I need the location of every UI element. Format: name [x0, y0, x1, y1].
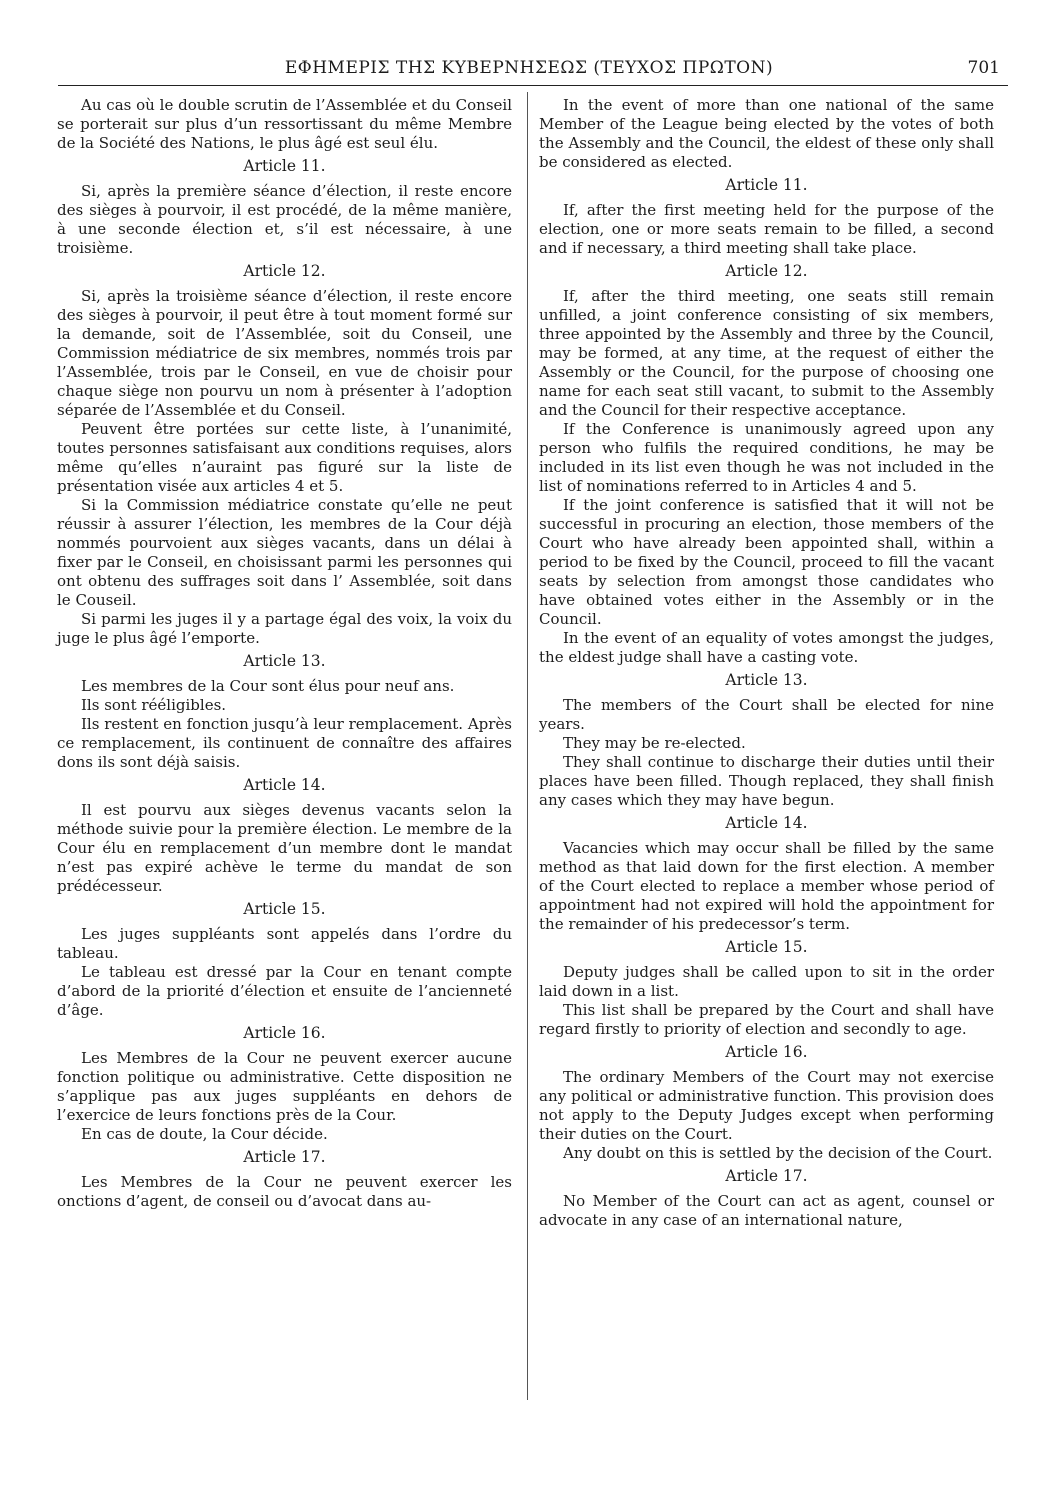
- paragraph: No Member of the Court can act as agent, counsel or advocate in any case of an international nature,: [539, 1192, 994, 1229]
- article-heading-15: Article 15.: [725, 938, 808, 956]
- article-heading-14: Article 14.: [725, 814, 808, 832]
- paragraph: Si, après la première séance d’élection, il reste encore des sièges à pourvoir, il est procédé, de la même manière, à une seconde élection et, s’il est nécessaire, à une troisième.: [57, 182, 512, 257]
- header-rule: [58, 85, 1008, 86]
- paragraph: Les juges suppléants sont appelés dans l’ordre du tableau.: [57, 925, 512, 962]
- paragraph: Deputy judges shall be called upon to sit in the order laid down in a list.: [539, 963, 994, 1000]
- paragraph: In the event of an equality of votes amongst the judges, the eldest judge shall have a casting vote.: [539, 629, 994, 666]
- paragraph: Peuvent être portées sur cette liste, à l’unanimité, toutes personnes satisfaisant aux conditions requises, alors même qu’elles n’auraint pas figuré sur la liste de présentation visée aux articles 4 et 5.: [57, 420, 512, 495]
- article-heading-15: Article 15.: [243, 900, 326, 918]
- paragraph: They may be re-elected.: [563, 734, 746, 752]
- article-heading-16: Article 16.: [725, 1043, 808, 1061]
- paragraph: Le tableau est dressé par la Cour en tenant compte d’abord de la priorité d’élection et ensuite de l’ancienneté d’âge.: [57, 963, 512, 1019]
- paragraph: Les Membres de la Cour ne peuvent exercer les onctions d’agent, de conseil ou d’avocat dans au-: [57, 1173, 512, 1210]
- paragraph: En cas de doute, la Cour décide.: [81, 1125, 328, 1143]
- paragraph: In the event of more than one national of the same Member of the League being elected by the votes of both the Assembly and the Council, the eldest of these only shall be considered as elected.: [539, 96, 994, 171]
- english-column: [539, 96, 994, 1230]
- paragraph: If, after the third meeting, one seats still remain unfilled, a joint conference consisting of six members, three appointed by the Assembly and three by the Council, may be formed, at any time, at the request of either the Assembly or the Council, for the purpose of choosing one name for each seat still vacant, to submit to the Assembly and the Council for their respective acceptance.: [539, 287, 994, 419]
- article-heading-11: Article 11.: [243, 157, 326, 175]
- paragraph: Les Membres de la Cour ne peuvent exercer aucune fonction politique ou administrative. Cette disposition ne s’applique pas aux juges suppléants en dehors de l’exercice de leurs fonctions près de la Cour.: [57, 1049, 512, 1124]
- article-heading-13: Article 13.: [243, 652, 326, 670]
- paragraph: If, after the first meeting held for the purpose of the election, one or more seats remain to be filled, a second and if necessary, a third meeting shall take place.: [539, 201, 994, 257]
- article-heading-17: Article 17.: [243, 1148, 326, 1166]
- paragraph: If the Conference is unanimously agreed upon any person who fulfils the required conditions, he may be included in its list even though he was not included in the list of nominations referred to in Articles 4 and 5.: [539, 420, 994, 495]
- paragraph: Si la Commission médiatrice constate qu’elle ne peut réussir à assurer l’élection, les membres de la Cour déjà nommés pourvoient aux sièges vacants, dans un délai à fixer par le Conseil, en choisissant parmi les personnes qui ont obtenu des suffrages soit dans l’ Assemblée, soit dans le Couseil.: [57, 496, 512, 609]
- article-heading-11: Article 11.: [725, 176, 808, 194]
- page-number: 701: [967, 58, 1000, 78]
- paragraph: Les membres de la Cour sont élus pour neuf ans.: [81, 677, 455, 695]
- paragraph: Si parmi les juges il y a partage égal des voix, la voix du juge le plus âgé l’emporte.: [57, 610, 512, 647]
- page-header-title: ΕΦΗΜΕΡΙΣ ΤΗΣ ΚΥΒΕΡΝΗΣΕΩΣ (ΤΕΥΧΟΣ ΠΡΩΤΟΝ): [284, 58, 774, 78]
- paragraph: Si, après la troisième séance d’élection, il reste encore des sièges à pourvoir, il peut être à tout moment formé sur la demande, soit de l’Assemblée, soit du Conseil, une Commission médiatrice de six membres, nommés trois par l’Assemblée, trois par le Conseil, en vue de choisir pour chaque siège non pourvu un nom à présenter à l’adoption séparée de l’Assemblée et du Conseil.: [57, 287, 512, 419]
- article-heading-12: Article 12.: [725, 262, 808, 280]
- paragraph: The ordinary Members of the Court may not exercise any political or administrative function. This provision does not apply to the Deputy Judges except when performing their duties on the Court.: [539, 1068, 994, 1143]
- article-heading-16: Article 16.: [243, 1024, 326, 1042]
- paragraph: They shall continue to discharge their duties until their places have been filled. Though replaced, they shall finish any cases which they may have begun.: [539, 753, 994, 809]
- article-heading-14: Article 14.: [243, 776, 326, 794]
- paragraph: Vacancies which may occur shall be filled by the same method as that laid down for the first election. A member of the Court elected to replace a member whose period of appointment had not expired will hold the appointment for the remainder of his predecessor’s term.: [539, 839, 994, 933]
- paragraph: The members of the Court shall be elected for nine years.: [539, 696, 994, 733]
- paragraph: Ils sont rééligibles.: [81, 696, 227, 714]
- paragraph: Ils restent en fonction jusqu’à leur remplacement. Après ce remplacement, ils continuent de connaître des affaires dons ils sont déjà saisis.: [57, 715, 512, 771]
- article-heading-12: Article 12.: [243, 262, 326, 280]
- paragraph: This list shall be prepared by the Court and shall have regard firstly to priority of election and secondly to age.: [539, 1001, 994, 1038]
- french-column: [57, 96, 512, 1211]
- paragraph: Au cas où le double scrutin de l’Assemblée et du Conseil se porterait sur plus d’un ressortissant du même Membre de la Société des Nations, le plus âgé est seul élu.: [57, 96, 512, 152]
- article-heading-13: Article 13.: [725, 671, 808, 689]
- paragraph: If the joint conference is satisfied that it will not be successful in procuring an election, those members of the Court who have already been appointed shall, within a period to be fixed by the Council, proceed to fill the vacant seats by selection from amongst those candidates who have obtained votes either in the Assembly or in the Council.: [539, 496, 994, 628]
- article-heading-17: Article 17.: [725, 1167, 808, 1185]
- paragraph: Il est pourvu aux sièges devenus vacants selon la méthode suivie pour la première élection. Le membre de la Cour élu en remplacement d’un membre dont le mandat n’est pas expiré achève le terme du mandat de son prédécesseur.: [57, 801, 512, 895]
- column-divider: [527, 92, 528, 1400]
- paragraph: Any doubt on this is settled by the decision of the Court.: [563, 1144, 993, 1162]
